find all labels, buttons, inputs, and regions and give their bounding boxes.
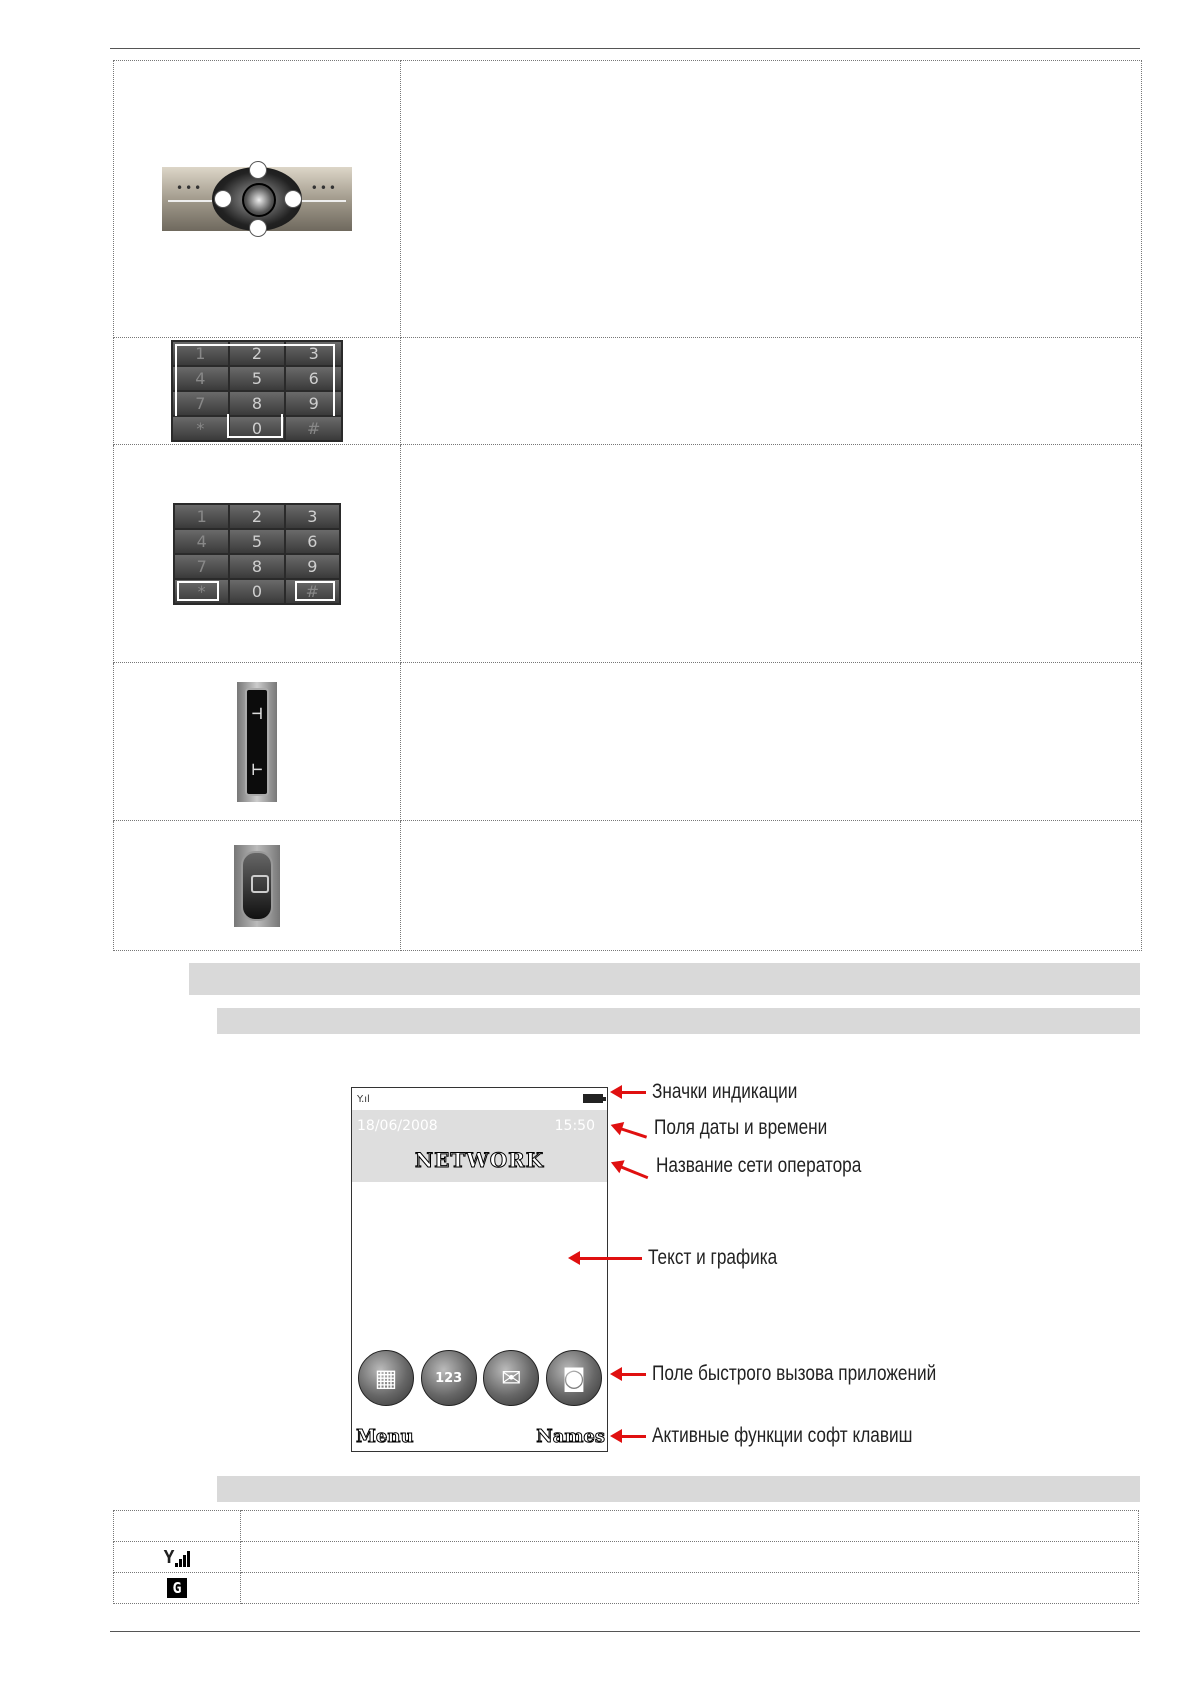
- red-arrow-icon: [620, 1127, 648, 1139]
- top-rule: [110, 48, 1140, 49]
- keys-table: [113, 60, 1142, 951]
- key: 8: [230, 392, 285, 415]
- key: #: [286, 417, 341, 440]
- ok-center-key: [242, 183, 276, 217]
- key: 3: [286, 505, 339, 528]
- key: 9: [286, 555, 339, 578]
- key: 9: [286, 392, 341, 415]
- key: 7: [175, 555, 228, 578]
- key: 1: [173, 342, 228, 365]
- key: 2: [230, 342, 285, 365]
- camera-key-cell: [114, 821, 401, 951]
- table-row: [114, 445, 1142, 663]
- table-row: [114, 1573, 1139, 1604]
- table-row: [114, 1511, 1139, 1542]
- callout-indicators: Значки индикации: [620, 1080, 829, 1104]
- keypad-cell: [114, 338, 401, 445]
- battery-icon: [583, 1094, 603, 1103]
- red-arrow-icon: [620, 1373, 646, 1376]
- grid-icon: ▦: [358, 1350, 414, 1406]
- table-row: [114, 338, 1142, 445]
- key: 5: [230, 367, 285, 390]
- navigation-key-image: ••• •••: [162, 167, 352, 231]
- callout-date-time: Поля даты и времени: [620, 1116, 865, 1140]
- time-field: 15:50: [554, 1118, 595, 1134]
- volume-side-key-image: [237, 682, 277, 802]
- bottom-rule: [110, 1631, 1140, 1632]
- description-cell: [401, 338, 1142, 445]
- key: 0: [230, 417, 285, 440]
- red-arrow-icon: [620, 1435, 646, 1438]
- quick-launch-bar: [358, 1350, 602, 1406]
- key: 4: [175, 530, 228, 553]
- subsection-heading-bar: [217, 1008, 1140, 1034]
- description-cell: [401, 663, 1142, 821]
- nav-down-marker: [249, 219, 267, 237]
- key: 6: [286, 530, 339, 553]
- gprs-icon: G: [167, 1578, 187, 1598]
- volume-up-icon: ⊣: [251, 702, 263, 724]
- key: 2: [230, 505, 283, 528]
- nav-left-marker: [214, 190, 232, 208]
- description-cell: [401, 821, 1142, 951]
- subsection-heading-bar: [217, 1476, 1140, 1502]
- callout-network-name: Название сети оператора: [620, 1154, 906, 1178]
- signal-icon: Y.ıl: [357, 1094, 370, 1105]
- dialer-123-icon: 123: [421, 1350, 477, 1406]
- description-cell: [401, 61, 1142, 338]
- table-row: [114, 821, 1142, 951]
- volume-down-icon: ⊢: [251, 758, 263, 780]
- message-icon: ✉: [483, 1350, 539, 1406]
- signal-strength-icon: Y: [164, 1547, 191, 1567]
- key: 6: [286, 367, 341, 390]
- table-row: [114, 663, 1142, 821]
- standby-screen-illustration: [351, 1087, 608, 1452]
- section-heading-bar: [189, 963, 1140, 995]
- callout-softkeys: Активные функции софт клавиш: [620, 1424, 970, 1448]
- key: #: [286, 580, 339, 603]
- volume-key-cell: [114, 663, 401, 821]
- red-arrow-icon: [619, 1165, 648, 1179]
- date-field: 18/06/2008: [357, 1118, 438, 1134]
- key: 8: [230, 555, 283, 578]
- key: *: [173, 417, 228, 440]
- key: 7: [173, 392, 228, 415]
- softkey-right-label: Names: [536, 1426, 605, 1447]
- key: *: [175, 580, 228, 603]
- nav-right-marker: [284, 190, 302, 208]
- camera-side-key-image: [234, 845, 280, 927]
- nav-key-cell: [114, 61, 401, 338]
- camera-icon: ◙: [546, 1350, 602, 1406]
- keypad-image-star-hash: [173, 503, 341, 605]
- key: 0: [230, 580, 283, 603]
- red-arrow-icon: [620, 1091, 646, 1094]
- camera-icon: [251, 875, 269, 893]
- nav-up-marker: [249, 161, 267, 179]
- red-arrow-icon: [578, 1257, 642, 1260]
- callout-quick-launch: Поле быстрого вызова приложений: [620, 1362, 999, 1386]
- key: 4: [173, 367, 228, 390]
- key: 1: [175, 505, 228, 528]
- status-bar: [352, 1088, 607, 1110]
- network-name: NETWORK: [414, 1148, 545, 1172]
- keypad-image-digits: [171, 340, 343, 442]
- icons-table: [113, 1510, 1139, 1604]
- description-cell: [401, 445, 1142, 663]
- callout-text-graphics: Текст и графика: [578, 1246, 806, 1270]
- key: 5: [230, 530, 283, 553]
- table-row: [114, 1542, 1139, 1573]
- key: 3: [286, 342, 341, 365]
- table-row: [114, 61, 1142, 338]
- keypad-cell: [114, 445, 401, 663]
- softkey-left-label: Menu: [356, 1426, 414, 1447]
